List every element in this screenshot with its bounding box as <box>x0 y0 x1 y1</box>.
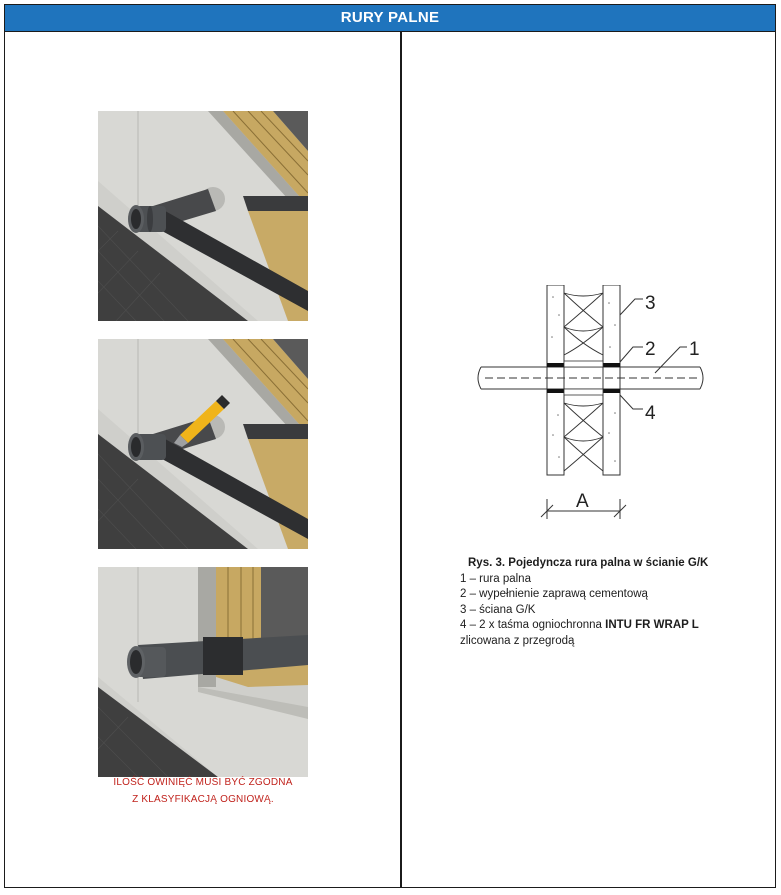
caption-title: Rys. 3. Pojedyncza rura palna w ścianie G/K <box>468 557 709 569</box>
column-divider <box>400 32 402 887</box>
drawing-label-1: 1 <box>689 339 700 360</box>
dimension-label-a: A <box>576 491 589 512</box>
warning-line-1: ILOŚĆ OWINIĘĆ MUSI BYĆ ZGODNA <box>113 777 293 788</box>
caption-item-3: 3 – ściana G/K <box>460 603 536 616</box>
installation-photo-step-3 <box>98 567 308 777</box>
drawing-label-2: 2 <box>645 339 656 360</box>
drawing-caption <box>460 556 760 649</box>
drawing-label-3: 3 <box>645 293 656 314</box>
installation-photo-step-2 <box>98 339 308 549</box>
drawing-label-4: 4 <box>645 403 656 424</box>
warning-line-2: Z KLASYFIKACJĄ OGNIOWĄ. <box>132 794 274 805</box>
caption-item-4-product: INTU FR WRAP L <box>605 619 699 631</box>
caption-item-4 <box>460 618 760 634</box>
caption-item-2: 2 – wypełnienie zaprawą cementową <box>460 588 648 600</box>
caption-item-4-prefix: 4 – 2 x taśma ogniochronna <box>460 619 606 631</box>
technical-drawing <box>475 285 715 530</box>
installation-photo-step-1 <box>98 111 308 321</box>
caption-item-4-suffix: zlicowana z przegrodą <box>460 634 575 647</box>
caption-item-1: 1 – rura palna <box>460 572 531 585</box>
product-sheet <box>4 4 776 888</box>
page-title: RURY PALNE <box>5 5 775 32</box>
